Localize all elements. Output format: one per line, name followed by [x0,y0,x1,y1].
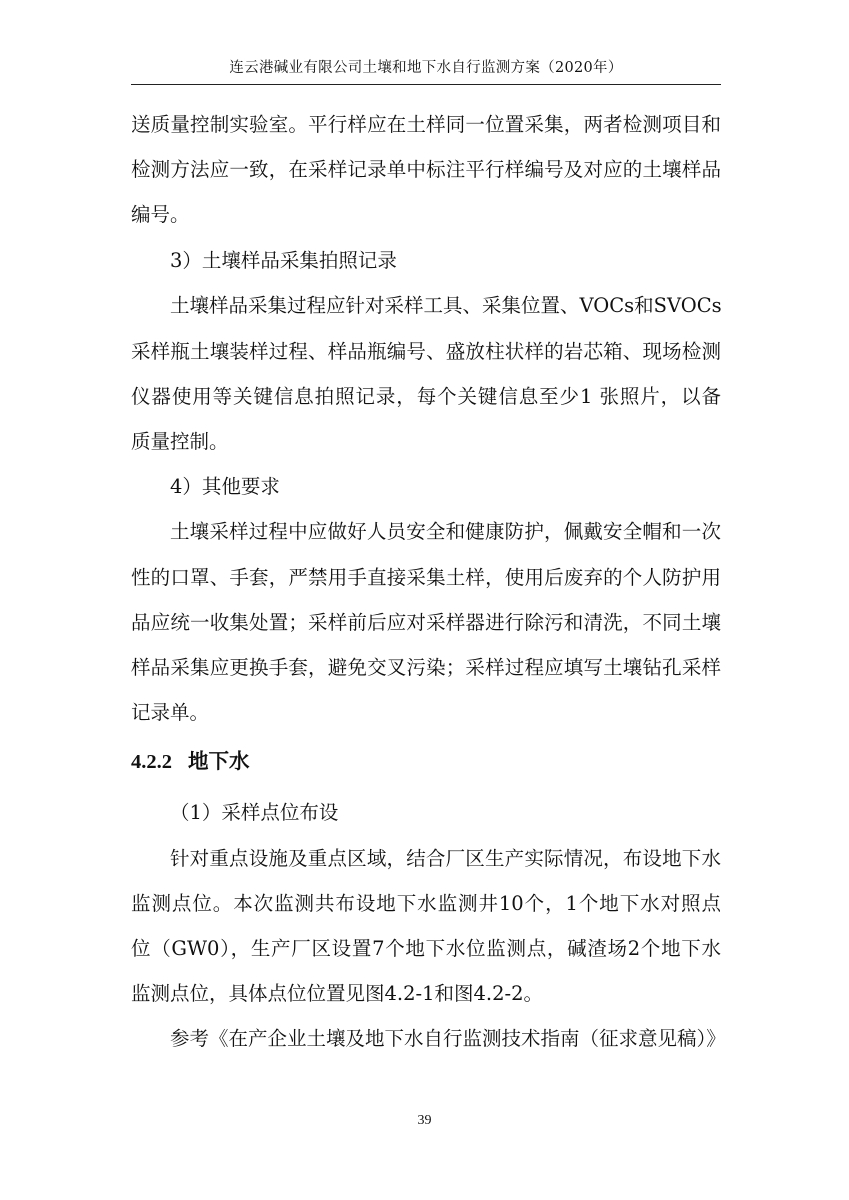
section-heading [131,744,250,774]
section-number: 4.2.2 [131,751,172,773]
paragraph-line: 参考《在产企业土壤及地下水自行监测技术指南（征求意见稿）》 [170,1027,726,1050]
paragraph-line: 针对重点设施及重点区域，结合厂区生产实际情况，布设地下水 [170,847,721,870]
subheading-other-requirements: 4）其他要求 [170,475,280,498]
paragraph-line: 样品采集应更换手套，避免交叉污染；采样过程应填写土壤钻孔采样 [131,656,721,679]
paragraph-line: 送质量控制实验室。平行样应在土样同一位置采集，两者检测项目和 [131,113,721,136]
subheading-sampling-points: （1）采样点位布设 [170,801,339,824]
paragraph-line: 质量控制。 [131,430,229,453]
running-header: 连云港碱业有限公司土壤和地下水自行监测方案（2020年） [229,60,623,76]
header-rule [131,84,721,85]
paragraph-line: 检测方法应一致，在采样记录单中标注平行样编号及对应的土壤样品 [131,158,721,181]
paragraph-line: 土壤采样过程中应做好人员安全和健康防护，佩戴安全帽和一次 [170,520,721,543]
paragraph-line: 监测点位，具体点位位置见图4.2-1和图4.2-2。 [131,982,544,1005]
subheading-photo-record: 3）土壤样品采集拍照记录 [170,249,397,272]
paragraph-line: 记录单。 [131,701,210,724]
paragraph-line: 仪器使用等关键信息拍照记录，每个关键信息至少1 张照片，以备 [131,385,721,408]
section-title: 地下水 [188,749,250,773]
paragraph-line: 位（GW0），生产厂区设置7个地下水位监测点，碱渣场2个地下水 [131,937,721,960]
paragraph-line: 编号。 [131,203,190,226]
paragraph-line: 监测点位。本次监测共布设地下水监测井10个，1个地下水对照点 [131,892,721,915]
paragraph-line: 品应统一收集处置；采样前后应对采样器进行除污和清洗，不同土壤 [131,611,721,634]
page-number: 39 [417,1113,432,1128]
paragraph-line: 采样瓶土壤装样过程、样品瓶编号、盛放柱状样的岩芯箱、现场检测 [131,340,721,363]
paragraph-line: 性的口罩、手套，严禁用手直接采集土样，使用后废弃的个人防护用 [131,566,721,589]
paragraph-line: 土壤样品采集过程应针对采样工具、采集位置、VOCs和SVOCs [170,294,722,317]
